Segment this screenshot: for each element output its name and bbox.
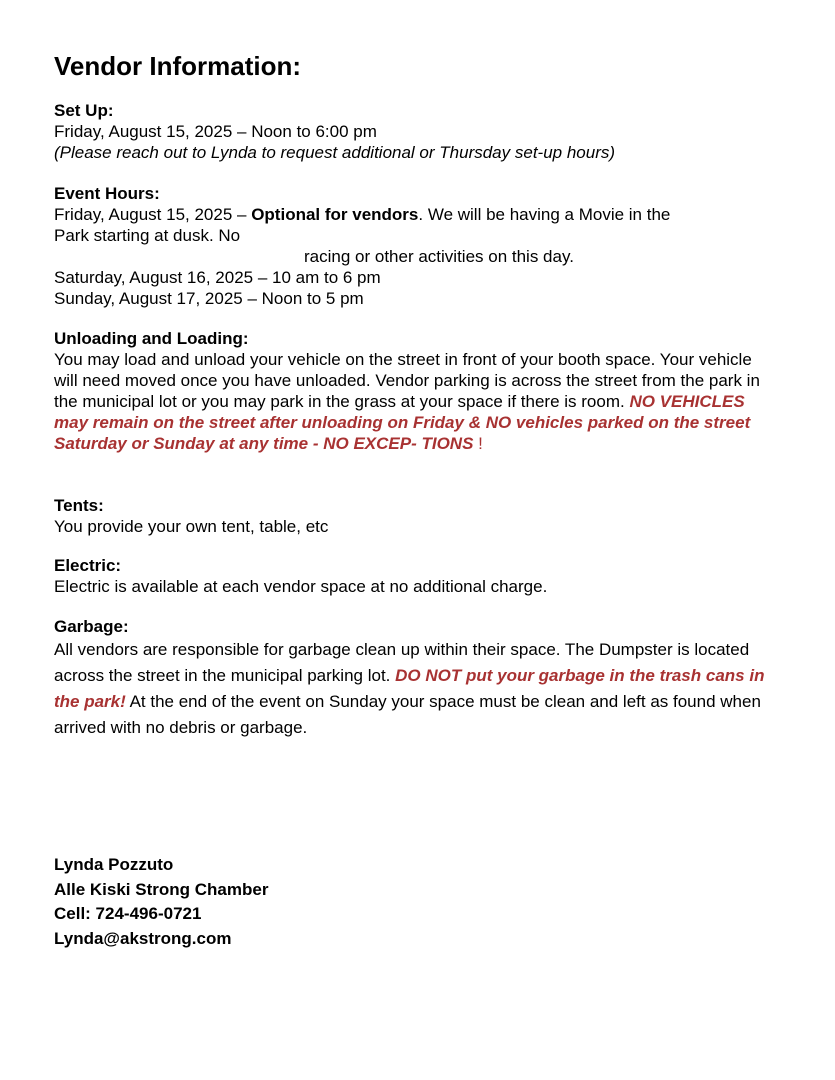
electric-section: [54, 555, 784, 597]
contact-organization: Alle Kiski Strong Chamber: [54, 879, 269, 899]
event-hours-saturday: Saturday, August 16, 2025 – 10 am to 6 pm: [54, 268, 381, 287]
contact-email: Lynda@akstrong.com: [54, 928, 232, 948]
event-hours-heading: Event Hours:: [54, 184, 160, 203]
friday-prefix: Friday, August 15, 2025 –: [54, 205, 252, 224]
electric-text: Electric is available at each vendor space at no additional charge.: [54, 577, 548, 596]
unloading-warning: NO VEHICLES may remain on the street after unloading on Friday & NO vehicles parked on the street Saturday or Sunday at any time - NO EXCEP- TIONS: [54, 392, 751, 453]
contact-block: [54, 853, 784, 951]
page-title: Vendor Information:: [54, 51, 301, 81]
unloading-heading: Unloading and Loading:: [54, 329, 249, 348]
event-hours-sunday: Sunday, August 17, 2025 – Noon to 5 pm: [54, 289, 364, 308]
setup-heading: Set Up:: [54, 101, 114, 120]
friday-optional: Optional for vendors: [251, 205, 419, 224]
tents-section: [54, 495, 784, 537]
unloading-warning-end: !: [473, 434, 483, 453]
friday-suffix: . We will be having a Movie in the: [418, 205, 671, 224]
garbage-paragraph: [54, 637, 766, 741]
garbage-warning: DO NOT put your garbage in the trash cans in the park!: [54, 666, 765, 711]
garbage-section: [54, 616, 784, 741]
garbage-text-2: At the end of the event on Sunday your space must be clean and left as found when arrived with no debris or garbage.: [54, 692, 761, 737]
unloading-text: You may load and unload your vehicle on the street in front of your booth space. Your vehicle will need moved once you have unloaded. Vendor parking is across the street from the park in the municipal lot or you may park in the grass at your space if there is room.: [54, 350, 760, 411]
event-hours-friday: [54, 204, 784, 225]
garbage-text-1: All vendors are responsible for garbage clean up within their space. The Dumpster is located across the street in the municipal parking lot.: [54, 640, 750, 685]
unloading-paragraph: [54, 349, 766, 454]
contact-name: Lynda Pozzuto: [54, 855, 174, 874]
setup-date: Friday, August 15, 2025 – Noon to 6:00 pm: [54, 122, 377, 141]
electric-heading: Electric:: [54, 556, 122, 575]
tents-heading: Tents:: [54, 496, 104, 515]
setup-note: (Please reach out to Lynda to request additional or Thursday set-up hours): [54, 143, 616, 162]
garbage-heading: Garbage:: [54, 617, 129, 636]
tents-text: You provide your own tent, table, etc: [54, 517, 329, 536]
unloading-section: [54, 328, 784, 454]
contact-cell: Cell: 724-496-0721: [54, 904, 202, 923]
setup-section: [54, 100, 784, 163]
event-hours-friday-line3: racing or other activities on this day.: [304, 247, 574, 266]
event-hours-friday-line2: Park starting at dusk. No: [54, 226, 241, 245]
event-hours-section: [54, 183, 784, 309]
